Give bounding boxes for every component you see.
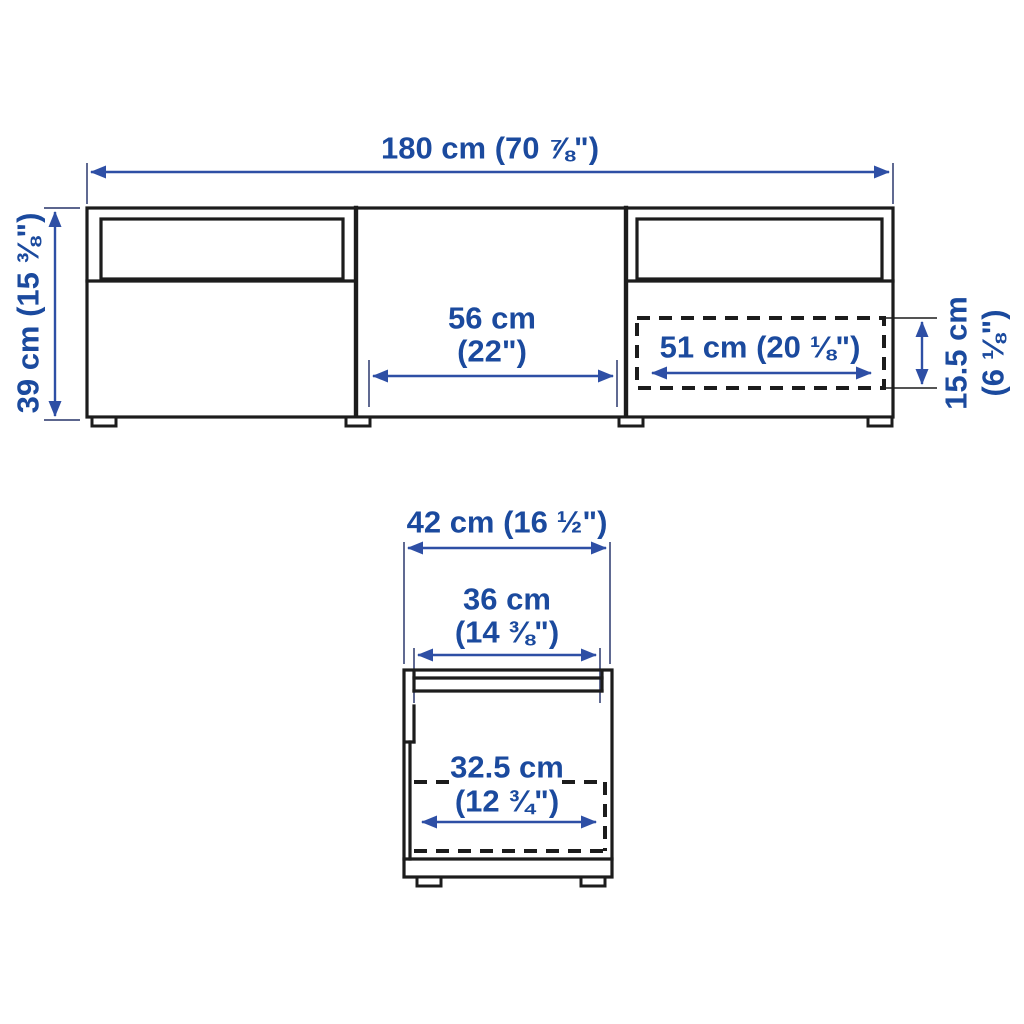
inner-depth-label-line2: (14 ⅜") [454, 614, 560, 650]
overall-depth-label: 42 cm (16 ½") [406, 504, 608, 540]
drawer-height-label-line1: 15.5 cm [938, 296, 974, 410]
front-view [11, 131, 1011, 427]
front-left-shelf-opening [101, 219, 343, 279]
drawer-depth-label-line1: 32.5 cm [450, 749, 564, 785]
overall-width-label: 180 cm (70 ⅞") [380, 130, 600, 166]
dim-overall-height [11, 208, 81, 420]
inner-depth-label-line1: 36 cm [463, 581, 551, 617]
side-foot-2 [581, 877, 605, 886]
opening-width-label-line2: (22") [457, 333, 527, 369]
drawer-depth-label-line2: (12 ¾") [454, 783, 560, 819]
drawer-width-label: 51 cm (20 ⅛") [659, 329, 861, 365]
dim-drawer-height [884, 296, 1011, 410]
dim-drawer-depth [422, 750, 596, 823]
dim-opening-width [369, 301, 617, 408]
side-foot-1 [417, 877, 441, 886]
drawer-height-label-line2: (6 ⅛") [975, 309, 1011, 397]
dim-inner-depth [414, 582, 600, 704]
side-view [404, 505, 612, 887]
front-right-shelf-opening [637, 219, 882, 279]
dim-drawer-width [652, 330, 871, 374]
dim-overall-width [87, 131, 893, 205]
overall-height-label: 39 cm (15 ⅜") [10, 212, 46, 414]
front-foot-1 [92, 417, 116, 426]
front-foot-3 [619, 417, 643, 426]
front-foot-2 [346, 417, 370, 426]
front-foot-4 [868, 417, 892, 426]
opening-width-label-line1: 56 cm [448, 300, 536, 336]
